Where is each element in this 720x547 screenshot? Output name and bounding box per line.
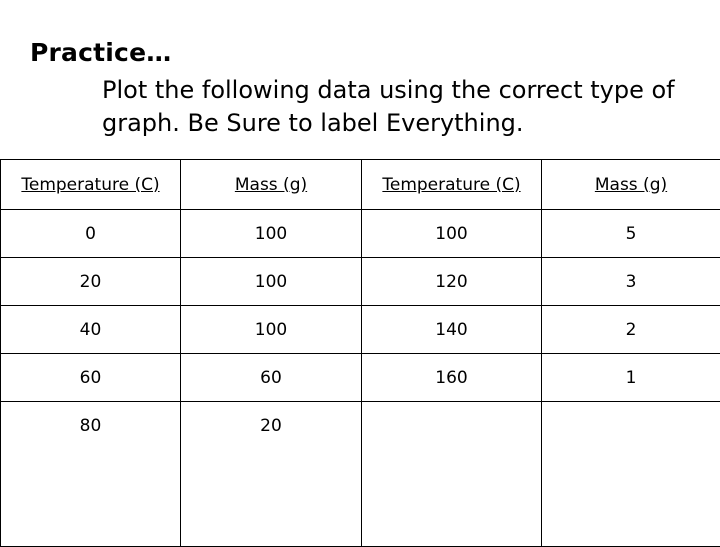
header-temperature-1: Temperature (C) xyxy=(1,160,181,210)
table-cell: 20 xyxy=(1,258,181,306)
table-cell: 60 xyxy=(181,354,362,402)
table-cell: 20 xyxy=(181,402,362,547)
table-cell: 160 xyxy=(362,354,542,402)
table-cell: 100 xyxy=(181,210,362,258)
table-cell: 100 xyxy=(362,210,542,258)
table-cell: 140 xyxy=(362,306,542,354)
table-cell: 120 xyxy=(362,258,542,306)
table-cell-empty xyxy=(542,402,720,547)
table-row xyxy=(1,210,720,258)
table-row xyxy=(1,306,720,354)
table-cell: 3 xyxy=(542,258,720,306)
table-cell: 0 xyxy=(1,210,181,258)
header-mass-1: Mass (g) xyxy=(181,160,362,210)
table-row xyxy=(1,258,720,306)
data-table xyxy=(0,159,720,547)
table-cell: 2 xyxy=(542,306,720,354)
table-cell: 40 xyxy=(1,306,181,354)
table-row xyxy=(1,354,720,402)
header-temperature-2: Temperature (C) xyxy=(362,160,542,210)
table-cell: 100 xyxy=(181,306,362,354)
table-cell: 5 xyxy=(542,210,720,258)
table-cell: 80 xyxy=(1,402,181,547)
slide-heading: Practice… xyxy=(30,38,171,67)
header-mass-2: Mass (g) xyxy=(542,160,720,210)
table-cell-empty xyxy=(362,402,542,547)
table-header-row xyxy=(1,160,720,210)
table-cell: 100 xyxy=(181,258,362,306)
table-cell: 60 xyxy=(1,354,181,402)
slide-instruction: Plot the following data using the correct type of graph. Be Sure to label Everything. xyxy=(102,74,712,140)
table-row xyxy=(1,402,720,547)
table-cell: 1 xyxy=(542,354,720,402)
